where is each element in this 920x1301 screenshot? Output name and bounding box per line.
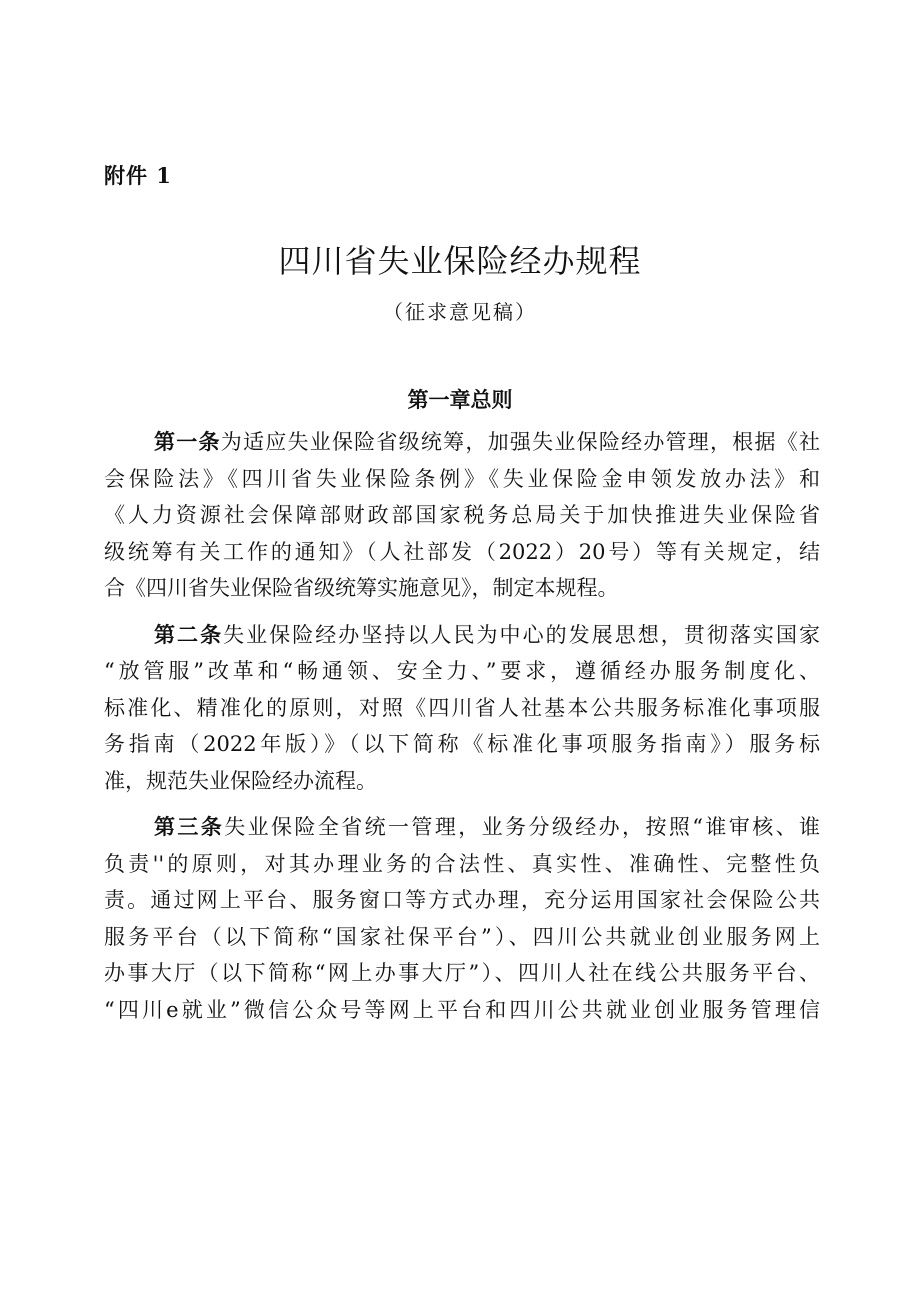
article-line: 《人力资源社会保障部财政部国家税务总局关于加快推进失业保险省 <box>104 503 820 527</box>
article-line: 会保险法》《四川省失业保险条例》《失业保险金申领发放办法》和 <box>104 466 820 491</box>
article-line: 合《四川省失业保险省级统筹实施意见》，制定本规程。 <box>104 576 619 600</box>
article-1 <box>104 424 820 607</box>
article-text: 失业保险经办坚持以人民为中心的发展思想，贯彻落实国家 <box>223 622 820 647</box>
document-title: 四川省失业保险经办规程 <box>278 242 642 280</box>
article-line: “放管服”改革和“畅通领、安全力、”要求，遵循经办服务制度化、 <box>104 659 820 683</box>
article-line: “四川e就业”微信公众号等网上平台和四川公共就业创业服务管理信 <box>104 997 820 1022</box>
article-3 <box>104 809 820 1028</box>
article-line: 负责''的原则，对其办理业务的合法性、真实性、准确性、完整性负 <box>104 851 820 876</box>
article-text: 为适应失业保险省级统筹，加强失业保险经办管理，根据《社 <box>220 430 821 454</box>
article-2 <box>104 617 820 800</box>
document-body <box>104 424 820 1038</box>
attachment-label: 附件 1 <box>104 163 172 188</box>
article-line <box>104 424 820 461</box>
article-line <box>104 617 820 654</box>
article-label: 第一条 <box>154 429 221 454</box>
document-subtitle: （征求意见稿） <box>383 300 537 324</box>
article-line: 办事大厅（以下简称“网上办事大厅”）、四川人社在线公共服务平台、 <box>104 961 820 985</box>
article-line: 服务平台（以下简称“国家社保平台”）、四川公共就业创业服务网上 <box>104 924 820 949</box>
article-line: 级统筹有关工作的通知》（人社部发（2022）20号）等有关规定，结 <box>104 539 820 564</box>
article-line <box>104 809 820 846</box>
article-label: 第二条 <box>154 621 224 647</box>
article-line: 标准化、精准化的原则，对照《四川省人社基本公共服务标准化事项服 <box>104 695 820 720</box>
article-line: 准，规范失业保险经办流程。 <box>104 768 377 793</box>
article-line: 责。通过网上平台、服务窗口等方式办理，充分运用国家社会保险公共 <box>104 888 820 912</box>
article-line: 务指南（2022年版）》（以下简称《标准化事项服务指南》）服务标 <box>104 732 820 756</box>
article-text: 失业保险全省统一管理，业务分级经办，按照“谁审核、谁 <box>224 815 821 839</box>
article-label: 第三条 <box>154 814 225 839</box>
chapter-heading: 第一章总则 <box>407 387 513 412</box>
